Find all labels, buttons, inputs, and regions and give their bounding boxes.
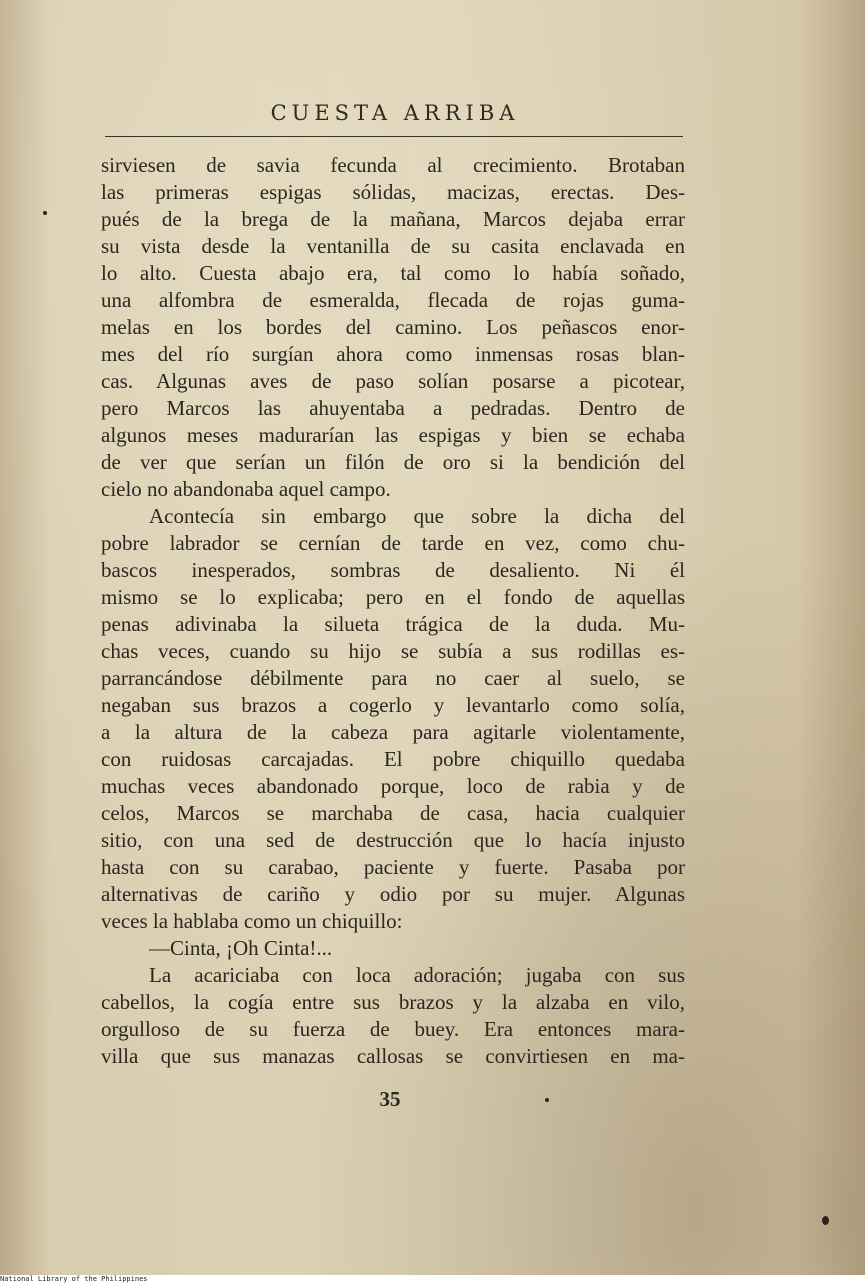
text-line: sitio, con una sed de destrucción que lo hacía injusto	[101, 828, 685, 852]
text-line: con ruidosas carcajadas. El pobre chiquillo quedaba	[101, 747, 685, 771]
text-line: negaban sus brazos a cogerlo y levantarlo como solía,	[101, 693, 685, 717]
text-line: cabellos, la cogía entre sus brazos y la alzaba en vilo,	[101, 990, 685, 1014]
text-line: alternativas de cariño y odio por su mujer. Algunas	[101, 882, 685, 906]
dialogue-line: —Cinta, ¡Oh Cinta!...	[149, 936, 333, 960]
text-line: parrancándose débilmente para no caer al suelo, se	[101, 666, 685, 690]
text-line: hasta con su carabao, paciente y fuerte. Pasaba por	[101, 855, 685, 879]
text-line: las primeras espigas sólidas, macizas, erectas. Des-	[101, 180, 685, 204]
text-line: sirviesen de savia fecunda al crecimiento. Brotaban	[101, 153, 685, 177]
text-line: penas adivinaba la silueta trágica de la duda. Mu-	[101, 612, 685, 636]
text-line: chas veces, cuando su hijo se subía a sus rodillas es-	[101, 639, 685, 663]
text-line: villa que sus manazas callosas se convirtiesen en ma-	[101, 1044, 685, 1068]
ink-speck	[545, 1098, 549, 1102]
body-text	[101, 152, 685, 1070]
text-line-paragraph-start: Acontecía sin embargo que sobre la dicha del	[149, 504, 685, 528]
text-line: a la altura de la cabeza para agitarle violentamente,	[101, 720, 685, 744]
text-line: melas en los bordes del camino. Los peñascos enor-	[101, 315, 685, 339]
text-line: pero Marcos las ahuyentaba a pedradas. Dentro de	[101, 396, 685, 420]
text-line: una alfombra de esmeralda, flecada de rojas guma-	[101, 288, 685, 312]
text-line: mes del río surgían ahora como inmensas rosas blan-	[101, 342, 685, 366]
text-line: pués de la brega de la mañana, Marcos dejaba errar	[101, 207, 685, 231]
ink-speck	[822, 1216, 829, 1225]
page-number: 35	[379, 1087, 401, 1111]
text-line: muchas veces abandonado porque, loco de rabia y de	[101, 774, 685, 798]
text-line: cas. Algunas aves de paso solían posarse a picotear,	[101, 369, 685, 393]
ink-speck	[43, 211, 47, 215]
text-line: orgulloso de su fuerza de buey. Era entonces mara-	[101, 1017, 685, 1041]
text-line: de ver que serían un filón de oro si la bendición del	[101, 450, 685, 474]
text-line: algunos meses madurarían las espigas y bien se echaba	[101, 423, 685, 447]
text-line-paragraph-end: veces la hablaba como un chiquillo:	[101, 909, 403, 933]
text-line: lo alto. Cuesta abajo era, tal como lo había soñado,	[101, 261, 685, 285]
text-line-paragraph-start: La acariciaba con loca adoración; jugaba con sus	[149, 963, 685, 987]
running-head: CUESTA ARRIBA	[270, 101, 520, 125]
text-line-paragraph-end: cielo no abandonaba aquel campo.	[101, 477, 391, 501]
text-line: pobre labrador se cernían de tarde en vez, como chu-	[101, 531, 685, 555]
text-line: celos, Marcos se marchaba de casa, hacia cualquier	[101, 801, 685, 825]
text-line: su vista desde la ventanilla de su casita enclavada en	[101, 234, 685, 258]
header-rule	[105, 136, 683, 137]
footer-credit: National Library of the Philippines	[0, 1275, 148, 1283]
text-line: bascos inesperados, sombras de desaliento. Ni él	[101, 558, 685, 582]
text-line: mismo se lo explicaba; pero en el fondo de aquellas	[101, 585, 685, 609]
